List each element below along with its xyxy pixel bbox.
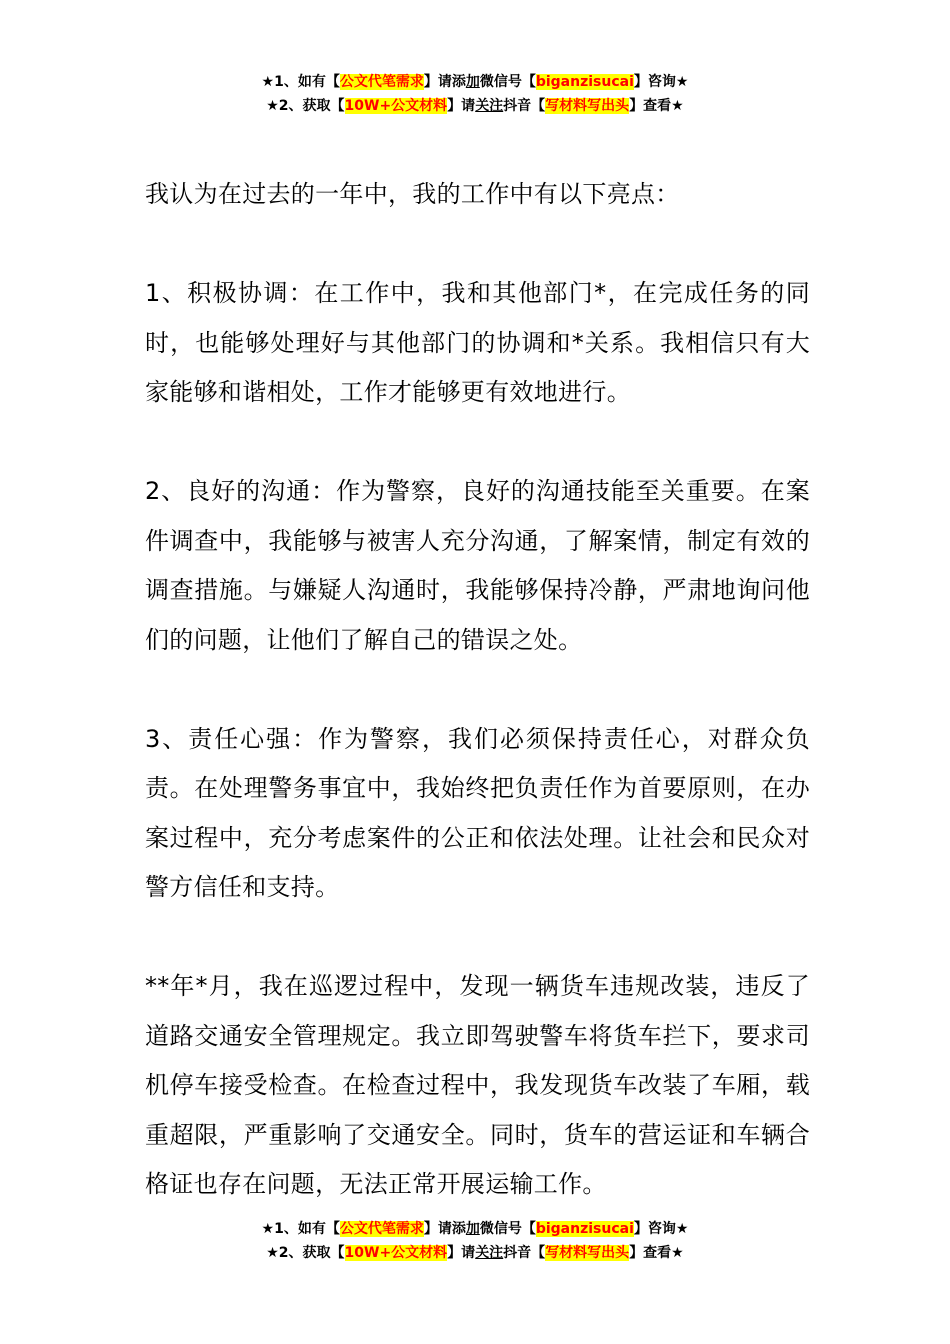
case-paragraph: **年*月，我在巡逻过程中，发现一辆货车违规改装，违反了道路交通安全管理规定。我立即驾驶警车将货车拦下，要求司机停车接受检查。在检查过程中，我发现货车改装了车厢，载重超限，严重影响了交通安全。同时，货车的营运证和车辆合格证也存在问题，无法正常开展运输工作。 bbox=[145, 972, 810, 1198]
banner-line-2 bbox=[0, 94, 950, 118]
banner-highlight: biganzisucai bbox=[535, 1221, 634, 1237]
point-1-paragraph: 1、积极协调：在工作中，我和其他部门*，在完成任务的同时，也能够处理好与其他部门的协调和*关系。我相信只有大家能够和谐相处，工作才能够更有效地进行。 bbox=[145, 279, 810, 406]
banner-text: 】查看★ bbox=[629, 1245, 684, 1261]
banner-highlight: 写材料写出头 bbox=[545, 1245, 630, 1261]
banner-text: ★2、获取【 bbox=[266, 98, 345, 114]
banner-text: 微信号【 bbox=[479, 74, 536, 90]
banner-highlight: 公文代笔需求 bbox=[339, 1221, 424, 1237]
banner-underlined: 关注 bbox=[475, 1245, 504, 1261]
footer-banner bbox=[0, 1217, 950, 1265]
banner-text: 抖音【 bbox=[503, 1245, 546, 1261]
banner-line-1 bbox=[0, 1217, 950, 1241]
document-body bbox=[145, 170, 810, 1210]
banner-highlight: 10W+公文材料 bbox=[344, 98, 448, 114]
banner-underlined: 加 bbox=[465, 74, 480, 90]
banner-text: 】请 bbox=[447, 1245, 476, 1261]
banner-highlight: 10W+公文材料 bbox=[344, 1245, 448, 1261]
banner-highlight: biganzisucai bbox=[535, 74, 634, 90]
banner-text: ★2、获取【 bbox=[266, 1245, 345, 1261]
banner-text: 】请添 bbox=[423, 1221, 466, 1237]
banner-highlight: 公文代笔需求 bbox=[339, 74, 424, 90]
banner-text: ★1、如有【 bbox=[261, 1221, 340, 1237]
banner-text: 】咨询★ bbox=[633, 1221, 689, 1237]
banner-text: 】咨询★ bbox=[633, 74, 689, 90]
banner-line-2 bbox=[0, 1241, 950, 1265]
banner-underlined: 关注 bbox=[475, 98, 504, 114]
banner-line-1 bbox=[0, 70, 950, 94]
banner-text: 】请 bbox=[447, 98, 476, 114]
point-2-paragraph: 2、良好的沟通：作为警察，良好的沟通技能至关重要。在案件调查中，我能够与被害人充分沟通，了解案情，制定有效的调查措施。与嫌疑人沟通时，我能够保持冷静，严肃地询问他们的问题，让他们了解自己的错误之处。 bbox=[145, 477, 810, 654]
banner-text: 】查看★ bbox=[629, 98, 684, 114]
banner-text: ★1、如有【 bbox=[261, 74, 340, 90]
banner-text: 微信号【 bbox=[479, 1221, 536, 1237]
header-banner bbox=[0, 70, 950, 118]
banner-text: 】请添 bbox=[423, 74, 466, 90]
banner-highlight: 写材料写出头 bbox=[545, 98, 630, 114]
intro-paragraph: 我认为在过去的一年中，我的工作中有以下亮点： bbox=[145, 180, 680, 208]
banner-text: 抖音【 bbox=[503, 98, 546, 114]
point-3-paragraph: 3、责任心强：作为警察，我们必须保持责任心，对群众负责。在处理警务事宜中，我始终把负责任作为首要原则，在办案过程中，充分考虑案件的公正和依法处理。让社会和民众对警方信任和支持。 bbox=[145, 724, 810, 901]
banner-underlined: 加 bbox=[465, 1221, 480, 1237]
